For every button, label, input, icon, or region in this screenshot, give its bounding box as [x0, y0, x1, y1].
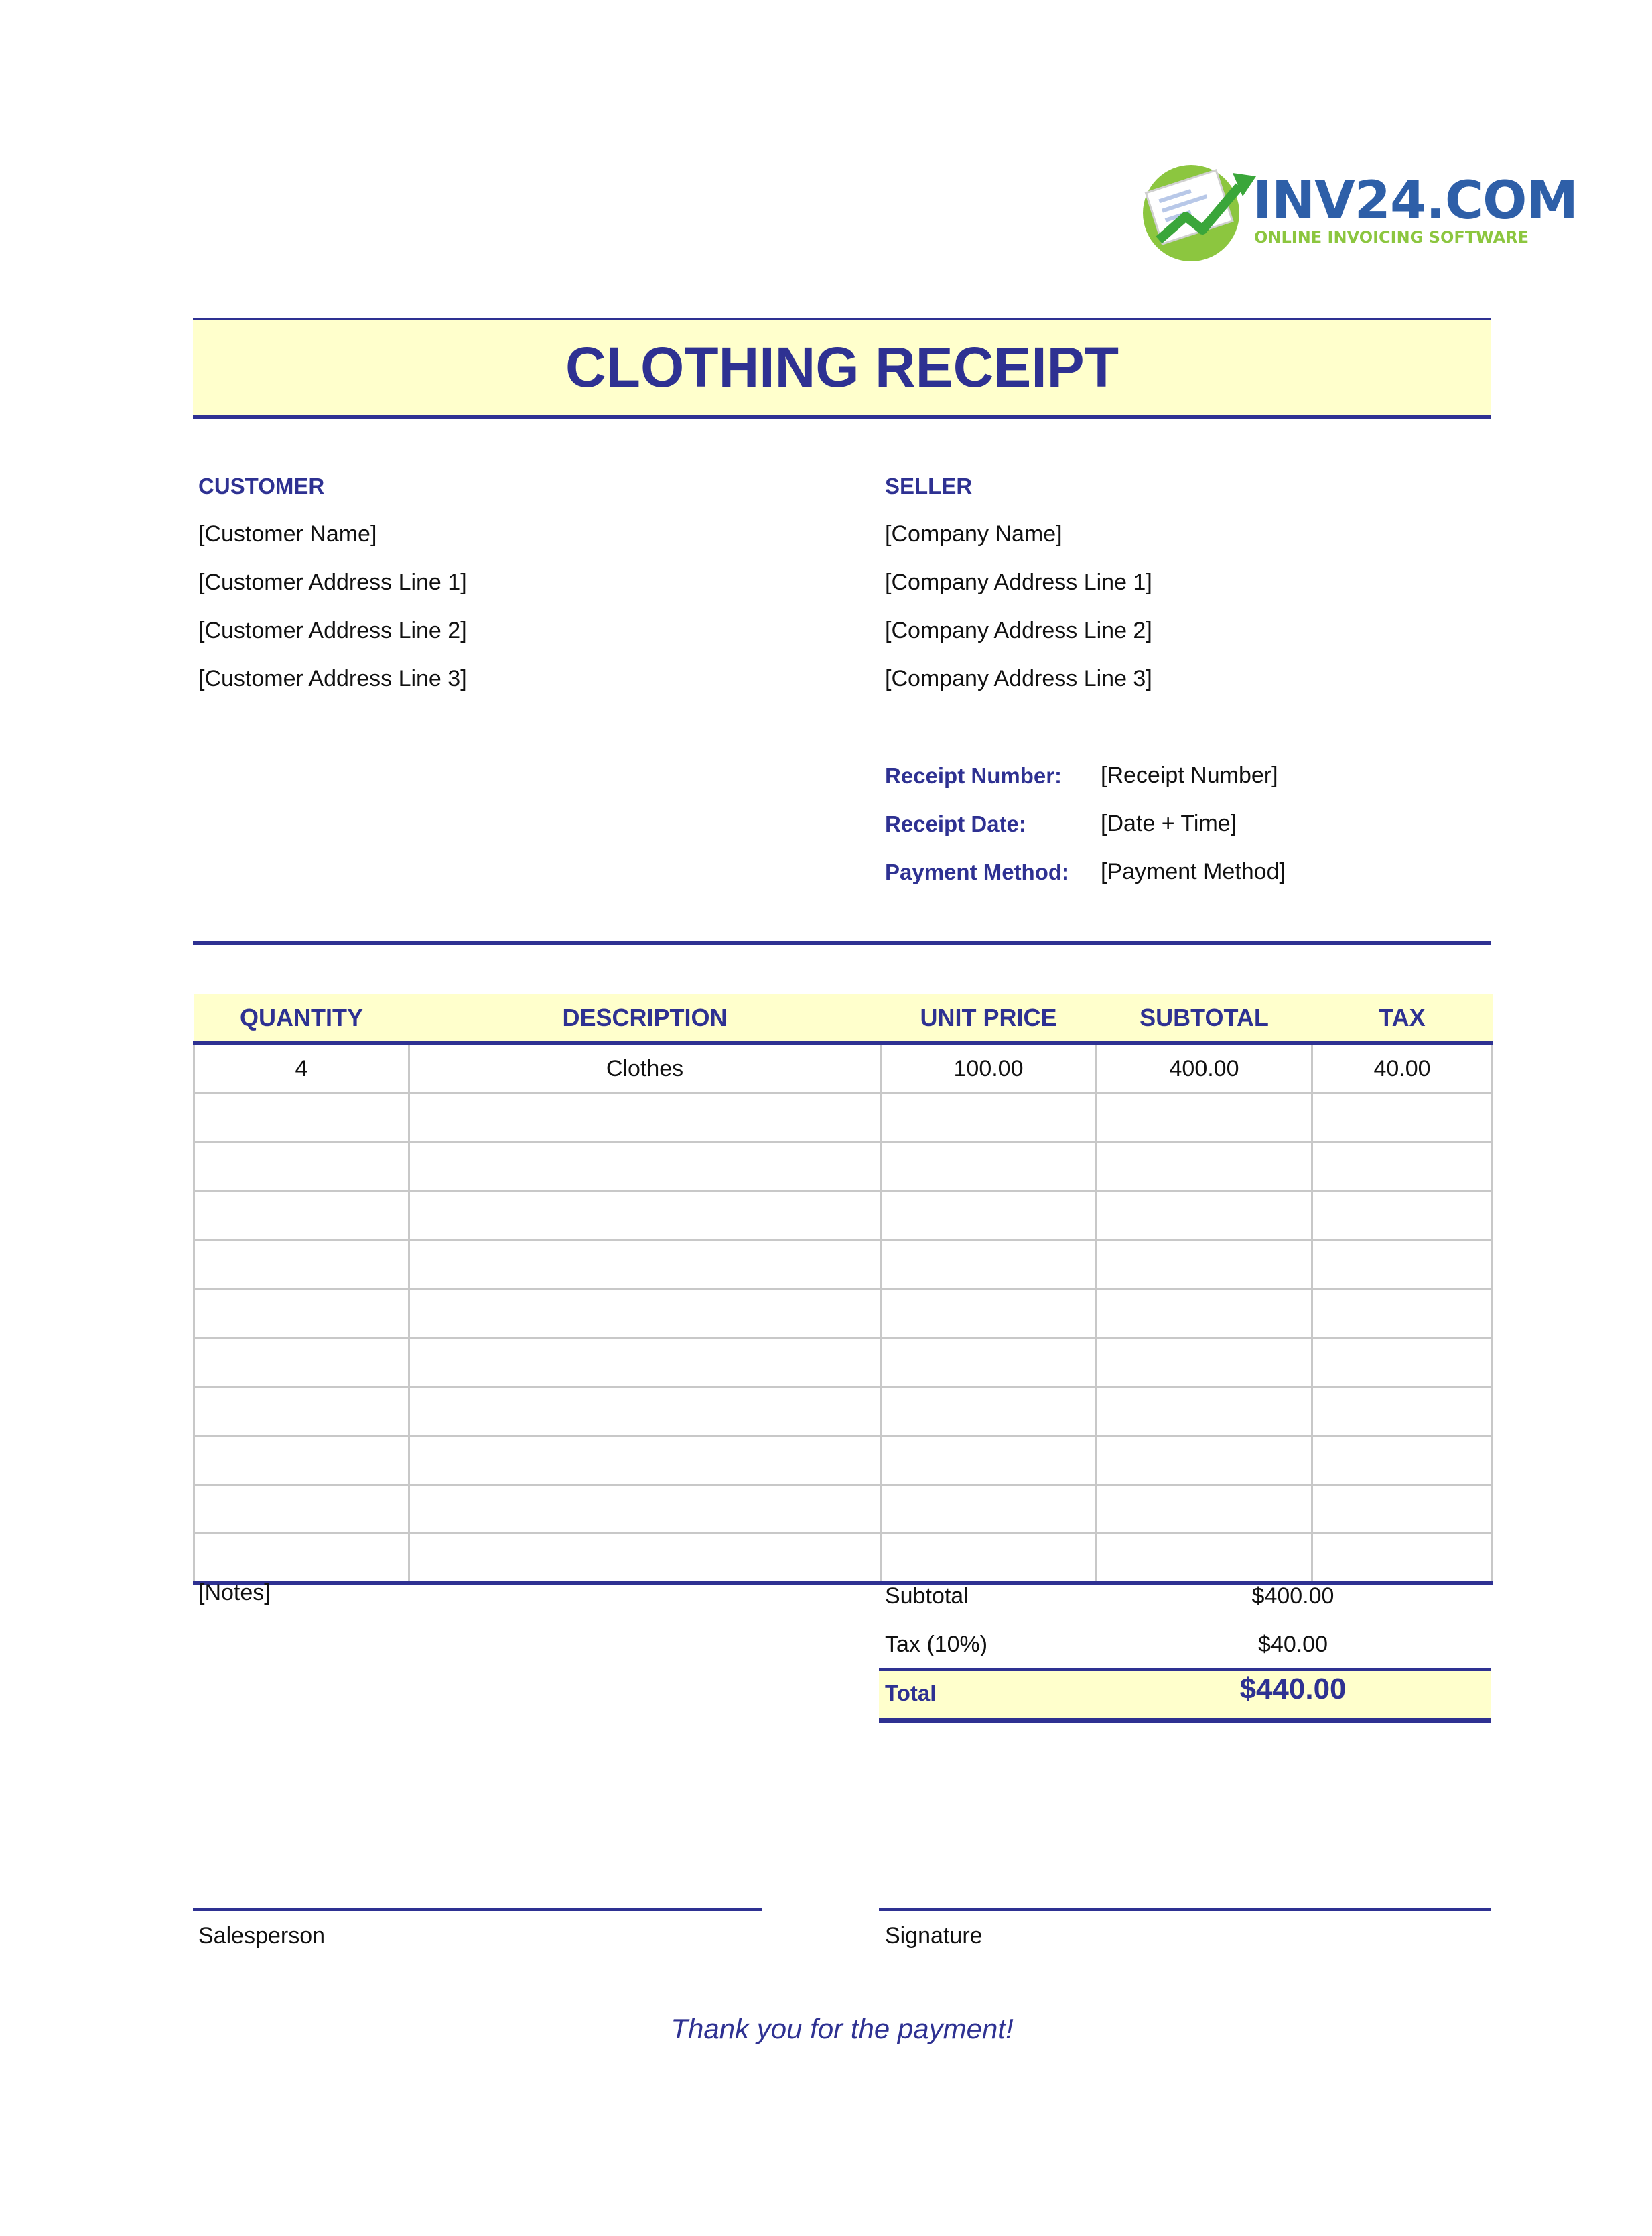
cell-unit-price — [881, 1191, 1097, 1240]
cell-subtotal — [1097, 1485, 1312, 1534]
customer-heading: CUSTOMER — [198, 474, 325, 499]
col-header-description: DESCRIPTION — [409, 994, 881, 1043]
cell-tax — [1312, 1289, 1493, 1338]
seller-address-line-3: [Company Address Line 3] — [885, 666, 1152, 692]
receipt-date-label: Receipt Date: — [885, 811, 1026, 836]
subtotal-value: $400.00 — [1251, 1583, 1334, 1609]
table-row — [194, 1436, 1493, 1485]
salesperson-line — [193, 1908, 762, 1911]
cell-tax — [1312, 1387, 1493, 1436]
cell-quantity — [194, 1338, 409, 1387]
cell-subtotal — [1097, 1142, 1312, 1191]
table-row — [194, 1142, 1493, 1191]
cell-description — [409, 1485, 881, 1534]
cell-description — [409, 1534, 881, 1583]
cell-description: Clothes — [409, 1043, 881, 1094]
cell-tax — [1312, 1485, 1493, 1534]
cell-tax — [1312, 1436, 1493, 1485]
total-label: Total — [885, 1681, 937, 1705]
cell-subtotal — [1097, 1436, 1312, 1485]
cell-description — [409, 1289, 881, 1338]
seller-address-line-1: [Company Address Line 1] — [885, 570, 1152, 595]
subtotal-label: Subtotal — [885, 1583, 969, 1609]
payment-method-value: [Payment Method] — [1101, 859, 1286, 884]
col-header-unit-price: UNIT PRICE — [881, 994, 1097, 1043]
cell-tax — [1312, 1534, 1493, 1583]
seller-company-name: [Company Name] — [885, 521, 1062, 547]
page-title: CLOTHING RECEIPT — [565, 336, 1119, 399]
cell-quantity — [194, 1485, 409, 1534]
cell-subtotal — [1097, 1094, 1312, 1142]
section-divider — [193, 941, 1491, 945]
cell-quantity — [194, 1436, 409, 1485]
table-row — [194, 1094, 1493, 1142]
items-table — [193, 994, 1493, 1585]
thank-you-message: Thank you for the payment! — [671, 2013, 1014, 2044]
cell-description — [409, 1387, 881, 1436]
cell-unit-price — [881, 1387, 1097, 1436]
cell-description — [409, 1436, 881, 1485]
receipt-number-value: [Receipt Number] — [1101, 763, 1278, 788]
receipt-number-label: Receipt Number: — [885, 763, 1062, 788]
notes: [Notes] — [198, 1580, 271, 1605]
cell-unit-price — [881, 1436, 1097, 1485]
customer-address-line-1: [Customer Address Line 1] — [198, 570, 467, 595]
cell-unit-price: 100.00 — [881, 1043, 1097, 1094]
cell-quantity — [194, 1142, 409, 1191]
cell-tax — [1312, 1142, 1493, 1191]
tax-value: $40.00 — [1258, 1632, 1328, 1657]
cell-quantity — [194, 1534, 409, 1583]
cell-subtotal — [1097, 1240, 1312, 1289]
cell-description — [409, 1191, 881, 1240]
customer-address-line-3: [Customer Address Line 3] — [198, 666, 467, 692]
cell-tax — [1312, 1094, 1493, 1142]
cell-unit-price — [881, 1094, 1097, 1142]
cell-tax — [1312, 1338, 1493, 1387]
cell-subtotal — [1097, 1191, 1312, 1240]
table-row — [194, 1387, 1493, 1436]
cell-unit-price — [881, 1240, 1097, 1289]
payment-method-label: Payment Method: — [885, 860, 1070, 884]
cell-subtotal — [1097, 1387, 1312, 1436]
cell-description — [409, 1142, 881, 1191]
col-header-quantity: QUANTITY — [194, 994, 409, 1043]
col-header-tax: TAX — [1312, 994, 1493, 1043]
customer-address-line-2: [Customer Address Line 2] — [198, 618, 467, 643]
cell-subtotal — [1097, 1289, 1312, 1338]
table-header-row — [194, 994, 1493, 1043]
total-value: $440.00 — [1239, 1672, 1347, 1705]
tax-label: Tax (10%) — [885, 1632, 988, 1657]
cell-unit-price — [881, 1289, 1097, 1338]
customer-name: [Customer Name] — [198, 521, 377, 547]
col-header-subtotal: SUBTOTAL — [1097, 994, 1312, 1043]
cell-quantity — [194, 1240, 409, 1289]
cell-unit-price — [881, 1142, 1097, 1191]
cell-quantity — [194, 1387, 409, 1436]
logo-brand-text: INV24.COM — [1253, 171, 1578, 231]
cell-tax — [1312, 1240, 1493, 1289]
signature-label: Signature — [885, 1923, 983, 1949]
seller-heading: SELLER — [885, 474, 973, 499]
table-row — [194, 1191, 1493, 1240]
table-row — [194, 1043, 1493, 1094]
signature-line — [879, 1908, 1491, 1911]
cell-unit-price — [881, 1534, 1097, 1583]
cell-subtotal — [1097, 1534, 1312, 1583]
cell-tax: 40.00 — [1312, 1043, 1493, 1094]
items-table-body — [194, 1043, 1493, 1583]
cell-tax — [1312, 1191, 1493, 1240]
cell-description — [409, 1094, 881, 1142]
logo-tagline: ONLINE INVOICING SOFTWARE — [1254, 228, 1529, 247]
cell-unit-price — [881, 1485, 1097, 1534]
cell-description — [409, 1338, 881, 1387]
cell-description — [409, 1240, 881, 1289]
cell-subtotal — [1097, 1338, 1312, 1387]
cell-quantity — [194, 1094, 409, 1142]
cell-subtotal: 400.00 — [1097, 1043, 1312, 1094]
cell-quantity — [194, 1191, 409, 1240]
table-row — [194, 1534, 1493, 1583]
table-row — [194, 1485, 1493, 1534]
cell-quantity — [194, 1289, 409, 1338]
table-row — [194, 1240, 1493, 1289]
table-row — [194, 1338, 1493, 1387]
table-row — [194, 1289, 1493, 1338]
cell-unit-price — [881, 1338, 1097, 1387]
seller-address-line-2: [Company Address Line 2] — [885, 618, 1152, 643]
cell-quantity: 4 — [194, 1043, 409, 1094]
receipt-date-value: [Date + Time] — [1101, 811, 1237, 836]
salesperson-label: Salesperson — [198, 1923, 326, 1949]
